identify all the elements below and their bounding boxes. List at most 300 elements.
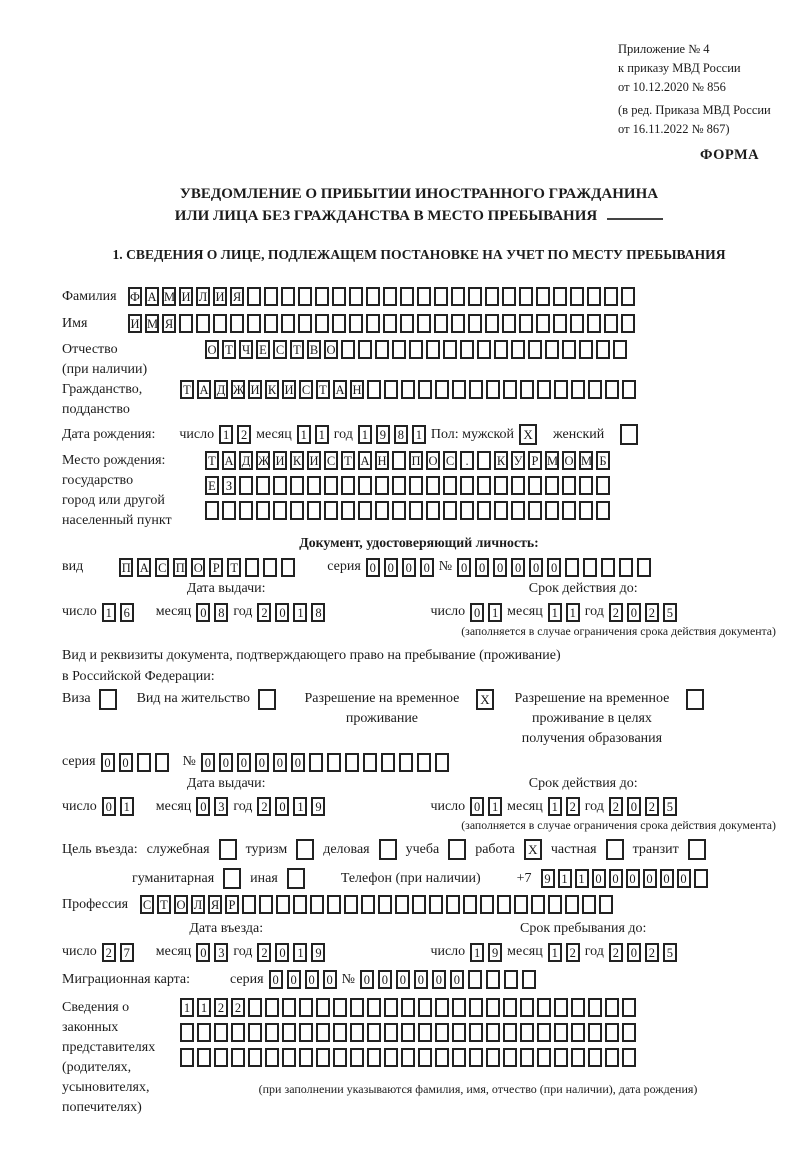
char-cell xyxy=(637,558,651,577)
purpose-private-checkbox xyxy=(606,839,624,860)
residence-intro-line2: в Российской Федерации: xyxy=(62,668,215,684)
char-cell xyxy=(375,501,389,520)
char-cell xyxy=(324,476,338,495)
char-cell: 2 xyxy=(645,797,659,816)
char-cell xyxy=(528,340,542,359)
char-cell xyxy=(281,287,295,306)
char-cell: 3 xyxy=(214,943,228,962)
char-cell: А xyxy=(197,380,211,399)
char-cell xyxy=(477,340,491,359)
char-cell xyxy=(310,895,324,914)
char-cell xyxy=(435,998,449,1017)
char-cell: 0 xyxy=(547,558,561,577)
char-cell xyxy=(276,895,290,914)
doc-type-label: вид xyxy=(62,559,84,574)
entry-year xyxy=(257,943,325,962)
char-cell xyxy=(361,895,375,914)
temp-residence-education-checkbox xyxy=(686,689,704,710)
residence-option-residence-permit xyxy=(137,689,276,710)
purpose-label: Цель въезда: xyxy=(62,841,138,857)
firstname-cells xyxy=(128,314,635,333)
char-cell: 2 xyxy=(645,943,659,962)
char-cell: 2 xyxy=(237,425,251,444)
char-cell xyxy=(511,340,525,359)
char-cell: 1 xyxy=(120,797,134,816)
char-cell xyxy=(367,998,381,1017)
char-cell xyxy=(562,501,576,520)
char-cell xyxy=(230,314,244,333)
char-cell xyxy=(452,380,466,399)
char-cell xyxy=(384,380,398,399)
doc-number-cells xyxy=(457,558,651,577)
char-cell xyxy=(494,501,508,520)
month-label: месяц xyxy=(507,604,543,619)
year-label: год xyxy=(233,944,253,959)
char-cell xyxy=(409,340,423,359)
legal-reps-block xyxy=(62,998,776,1118)
stay-until-date xyxy=(430,943,676,962)
char-cell: 0 xyxy=(384,558,398,577)
char-cell xyxy=(256,476,270,495)
char-cell: Ж xyxy=(231,380,245,399)
char-cell xyxy=(520,1048,534,1067)
char-cell xyxy=(511,476,525,495)
char-cell xyxy=(375,340,389,359)
char-cell xyxy=(503,1048,517,1067)
char-cell xyxy=(213,314,227,333)
char-cell xyxy=(571,998,585,1017)
char-cell: 0 xyxy=(378,970,392,989)
residence-intro-line1: Вид и реквизиты документа, подтверждающего право на пребывание (проживание) xyxy=(62,647,561,663)
char-cell: П xyxy=(173,558,187,577)
firstname-label: Имя xyxy=(62,316,88,331)
sex-male-checkbox: X xyxy=(519,424,537,445)
entry-date xyxy=(62,943,325,962)
char-cell: М xyxy=(145,314,159,333)
char-cell: Т xyxy=(180,380,194,399)
char-cell: В xyxy=(307,340,321,359)
char-cell xyxy=(486,998,500,1017)
char-cell: 2 xyxy=(645,603,659,622)
char-cell xyxy=(545,476,559,495)
residence-series-cells xyxy=(101,753,169,772)
char-cell xyxy=(451,314,465,333)
char-cell xyxy=(511,501,525,520)
char-cell: 0 xyxy=(275,603,289,622)
residence-valid-note: (заполняется в случае ограничения срока действия документа) xyxy=(461,818,776,832)
char-cell xyxy=(239,476,253,495)
char-cell xyxy=(349,287,363,306)
char-cell xyxy=(281,558,295,577)
residence-doc-intro xyxy=(62,645,776,687)
char-cell xyxy=(180,1023,194,1042)
char-cell xyxy=(522,970,536,989)
char-cell: 0 xyxy=(609,869,623,888)
char-cell xyxy=(622,1048,636,1067)
residence-series-label: серия xyxy=(62,754,96,769)
char-cell xyxy=(588,380,602,399)
legal-reps-label-line2: законных xyxy=(62,1019,119,1035)
char-cell xyxy=(605,1048,619,1067)
char-cell xyxy=(477,476,491,495)
residence-number-label: № xyxy=(182,754,196,769)
birthdate-month-cells xyxy=(297,425,329,444)
char-cell xyxy=(469,998,483,1017)
legal-reps-note: (при заполнении указываются фамилия, имя, отчество (при наличии), дата рождения) xyxy=(258,1081,698,1096)
char-cell: 1 xyxy=(102,603,116,622)
char-cell xyxy=(426,476,440,495)
stay-until-col xyxy=(390,921,776,962)
birthplace-label-line2: государство xyxy=(62,473,134,488)
birthplace-cells-column xyxy=(205,451,776,525)
char-cell xyxy=(520,380,534,399)
migration-series-label: серия xyxy=(230,971,264,987)
char-cell xyxy=(358,501,372,520)
char-cell xyxy=(537,1023,551,1042)
birthplace-label-line4: населенный пункт xyxy=(62,513,172,528)
char-cell xyxy=(179,314,193,333)
char-cell: Т xyxy=(222,340,236,359)
year-label: год xyxy=(233,798,253,814)
char-cell xyxy=(443,501,457,520)
residence-options-row xyxy=(62,689,776,749)
doc-issue-col xyxy=(62,581,390,639)
char-cell: 1 xyxy=(315,425,329,444)
char-cell: Я xyxy=(162,314,176,333)
char-cell xyxy=(565,895,579,914)
char-cell: 2 xyxy=(609,797,623,816)
char-cell xyxy=(248,998,262,1017)
char-cell xyxy=(290,476,304,495)
char-cell: Ф xyxy=(128,287,142,306)
patronymic-row xyxy=(62,340,776,380)
char-cell xyxy=(384,1048,398,1067)
char-cell xyxy=(502,287,516,306)
char-cell xyxy=(345,753,359,772)
char-cell: О xyxy=(324,340,338,359)
char-cell xyxy=(299,1048,313,1067)
citizenship-cells xyxy=(180,380,636,399)
stay-until-month xyxy=(548,943,580,962)
month-label: месяц xyxy=(155,944,192,959)
char-cell xyxy=(307,501,321,520)
char-cell: С xyxy=(443,451,457,470)
char-cell xyxy=(282,1023,296,1042)
char-cell xyxy=(248,1048,262,1067)
residence-issue-year xyxy=(257,797,325,816)
phone-label: Телефон (при наличии) xyxy=(340,870,481,886)
month-label: месяц xyxy=(155,604,192,619)
char-cell xyxy=(553,314,567,333)
legal-reps-label-line3: представителях xyxy=(62,1039,156,1055)
purpose-work-label: работа xyxy=(475,841,515,857)
doc-valid-month xyxy=(548,603,580,622)
char-cell xyxy=(622,1023,636,1042)
char-cell xyxy=(605,998,619,1017)
char-cell xyxy=(604,314,618,333)
profession-label: Профессия xyxy=(62,897,129,912)
char-cell xyxy=(579,340,593,359)
char-cell xyxy=(619,558,633,577)
stay-until-heading: Срок пребывания до: xyxy=(519,921,647,936)
char-cell xyxy=(417,314,431,333)
appendix-line: от 10.12.2020 № 856 xyxy=(618,79,726,94)
revision-line: (в ред. Приказа МВД России xyxy=(618,103,771,118)
char-cell: Е xyxy=(256,340,270,359)
year-label: год xyxy=(584,944,604,959)
char-cell xyxy=(554,1048,568,1067)
char-cell xyxy=(383,287,397,306)
char-cell xyxy=(545,501,559,520)
char-cell xyxy=(366,314,380,333)
char-cell xyxy=(417,753,431,772)
char-cell xyxy=(502,314,516,333)
char-cell: Б xyxy=(596,451,610,470)
char-cell xyxy=(562,340,576,359)
char-cell xyxy=(494,340,508,359)
temp-residence-checkbox: X xyxy=(476,689,494,710)
char-cell: 9 xyxy=(488,943,502,962)
form-label: ФОРМА xyxy=(700,147,760,163)
char-cell: 0 xyxy=(305,970,319,989)
appendix-block xyxy=(618,40,771,139)
purpose-transit-checkbox xyxy=(688,839,706,860)
char-cell xyxy=(588,998,602,1017)
profession-row xyxy=(62,895,776,915)
char-cell: 0 xyxy=(414,970,428,989)
char-cell xyxy=(350,998,364,1017)
day-label: число xyxy=(430,604,466,619)
char-cell xyxy=(605,380,619,399)
form-title-line2: ИЛИ ЛИЦА БЕЗ ГРАЖДАНСТВА В МЕСТО ПРЕБЫВАНИЯ xyxy=(62,205,776,227)
residence-valid-date xyxy=(430,797,676,816)
char-cell xyxy=(273,476,287,495)
char-cell xyxy=(418,380,432,399)
residence-issue-date xyxy=(62,797,325,816)
month-label: месяц xyxy=(256,426,292,442)
char-cell: 0 xyxy=(475,558,489,577)
char-cell xyxy=(451,287,465,306)
char-cell: 1 xyxy=(180,998,194,1017)
appendix-line: к приказу МВД России xyxy=(618,60,741,75)
char-cell xyxy=(621,314,635,333)
char-cell: 0 xyxy=(219,753,233,772)
purpose-row2 xyxy=(132,868,776,889)
residence-doc-series-row xyxy=(62,753,776,772)
phone-cells xyxy=(541,869,708,888)
char-cell xyxy=(570,287,584,306)
char-cell: С xyxy=(155,558,169,577)
purpose-transit-label: транзит xyxy=(632,841,679,857)
char-cell xyxy=(694,869,708,888)
char-cell: К xyxy=(265,380,279,399)
char-cell: 0 xyxy=(396,970,410,989)
char-cell: С xyxy=(273,340,287,359)
char-cell xyxy=(599,895,613,914)
purpose-study-checkbox xyxy=(448,839,466,860)
residence-option-temp-residence-education xyxy=(506,689,704,749)
entry-month xyxy=(196,943,228,962)
char-cell: 2 xyxy=(257,797,271,816)
legal-reps-cells-row1 xyxy=(180,998,636,1017)
char-cell: 1 xyxy=(575,869,589,888)
residence-number-cells xyxy=(201,753,449,772)
char-cell xyxy=(460,476,474,495)
char-cell xyxy=(231,1023,245,1042)
char-cell: 0 xyxy=(255,753,269,772)
char-cell: 1 xyxy=(293,797,307,816)
char-cell: 1 xyxy=(548,943,562,962)
char-cell xyxy=(358,476,372,495)
char-cell xyxy=(290,501,304,520)
char-cell: Л xyxy=(191,895,205,914)
char-cell: 0 xyxy=(102,797,116,816)
char-cell: 8 xyxy=(214,603,228,622)
migration-card-row xyxy=(62,970,776,990)
char-cell xyxy=(565,558,579,577)
entry-date-heading: Дата въезда: xyxy=(189,921,264,936)
char-cell xyxy=(418,998,432,1017)
month-label: месяц xyxy=(507,798,543,814)
char-cell xyxy=(333,1048,347,1067)
char-cell: 5 xyxy=(663,797,677,816)
char-cell: 0 xyxy=(643,869,657,888)
residence-valid-col xyxy=(390,776,776,834)
char-cell: 8 xyxy=(394,425,408,444)
patronymic-label xyxy=(62,340,205,380)
char-cell xyxy=(180,1048,194,1067)
char-cell xyxy=(434,314,448,333)
char-cell xyxy=(588,1023,602,1042)
purpose-official-checkbox xyxy=(219,839,237,860)
char-cell xyxy=(265,998,279,1017)
char-cell: Д xyxy=(239,451,253,470)
char-cell: 1 xyxy=(548,603,562,622)
char-cell: 0 xyxy=(196,603,210,622)
char-cell xyxy=(452,1023,466,1042)
legal-reps-label-line6: попечителях) xyxy=(62,1099,142,1115)
char-cell xyxy=(384,1023,398,1042)
char-cell: 0 xyxy=(269,970,283,989)
migration-series-cells xyxy=(269,970,337,989)
char-cell xyxy=(383,314,397,333)
legal-reps-cells-row2 xyxy=(180,1023,636,1042)
surname-cells xyxy=(128,287,635,306)
char-cell: Н xyxy=(350,380,364,399)
char-cell: 0 xyxy=(660,869,674,888)
char-cell: 0 xyxy=(201,753,215,772)
birthdate-day-cells xyxy=(219,425,251,444)
char-cell xyxy=(460,501,474,520)
char-cell xyxy=(395,895,409,914)
char-cell xyxy=(582,895,596,914)
char-cell: 2 xyxy=(257,603,271,622)
char-cell xyxy=(384,998,398,1017)
residence-valid-heading: Срок действия до: xyxy=(528,775,638,791)
char-cell xyxy=(583,558,597,577)
char-cell: 0 xyxy=(275,797,289,816)
char-cell: К xyxy=(290,451,304,470)
title-underline xyxy=(607,218,663,220)
sex-female-checkbox xyxy=(620,424,638,445)
residence-issue-col xyxy=(62,776,390,834)
citizenship-label xyxy=(62,380,180,420)
citizenship-label-line2: подданство xyxy=(62,402,130,417)
char-cell xyxy=(418,1048,432,1067)
char-cell xyxy=(264,314,278,333)
char-cell: 0 xyxy=(287,970,301,989)
char-cell xyxy=(519,314,533,333)
char-cell xyxy=(463,895,477,914)
day-label: число xyxy=(430,944,466,959)
char-cell: 2 xyxy=(231,998,245,1017)
doc-valid-col xyxy=(390,581,776,639)
char-cell: 0 xyxy=(511,558,525,577)
month-label: месяц xyxy=(507,944,543,959)
char-cell: С xyxy=(299,380,313,399)
doc-type-cells xyxy=(119,558,295,577)
char-cell xyxy=(231,1048,245,1067)
char-cell: С xyxy=(140,895,154,914)
birthdate-label: Дата рождения: xyxy=(62,426,156,442)
char-cell xyxy=(553,287,567,306)
char-cell xyxy=(316,1023,330,1042)
char-cell xyxy=(468,287,482,306)
char-cell: Ч xyxy=(239,340,253,359)
birthplace-block xyxy=(62,451,776,531)
migration-number-cells xyxy=(360,970,536,989)
entry-date-col xyxy=(62,921,390,962)
char-cell xyxy=(571,380,585,399)
char-cell: Т xyxy=(157,895,171,914)
char-cell: О xyxy=(562,451,576,470)
char-cell xyxy=(327,895,341,914)
purpose-tourism-label: туризм xyxy=(245,841,288,857)
char-cell xyxy=(528,501,542,520)
char-cell xyxy=(537,380,551,399)
char-cell: П xyxy=(409,451,423,470)
visa-checkbox xyxy=(99,689,117,710)
char-cell: Т xyxy=(316,380,330,399)
citizenship-label-line1: Гражданство, xyxy=(62,382,143,397)
char-cell xyxy=(435,753,449,772)
char-cell: 0 xyxy=(627,603,641,622)
char-cell: М xyxy=(162,287,176,306)
char-cell xyxy=(520,1023,534,1042)
char-cell xyxy=(503,380,517,399)
char-cell: 0 xyxy=(432,970,446,989)
char-cell xyxy=(299,1023,313,1042)
char-cell: П xyxy=(119,558,133,577)
purpose-business-checkbox xyxy=(379,839,397,860)
char-cell xyxy=(426,501,440,520)
char-cell xyxy=(400,314,414,333)
char-cell xyxy=(588,1048,602,1067)
char-cell xyxy=(519,287,533,306)
char-cell xyxy=(248,1023,262,1042)
sex-female-label: женский xyxy=(553,426,605,442)
revision-line: от 16.11.2022 № 867) xyxy=(618,122,730,136)
char-cell: Д xyxy=(214,380,228,399)
legal-reps-label-line5: усыновителях, xyxy=(62,1079,150,1095)
char-cell xyxy=(452,998,466,1017)
char-cell: Т xyxy=(205,451,219,470)
char-cell xyxy=(316,1048,330,1067)
char-cell: 9 xyxy=(376,425,390,444)
char-cell xyxy=(327,753,341,772)
char-cell xyxy=(554,380,568,399)
char-cell xyxy=(486,970,500,989)
